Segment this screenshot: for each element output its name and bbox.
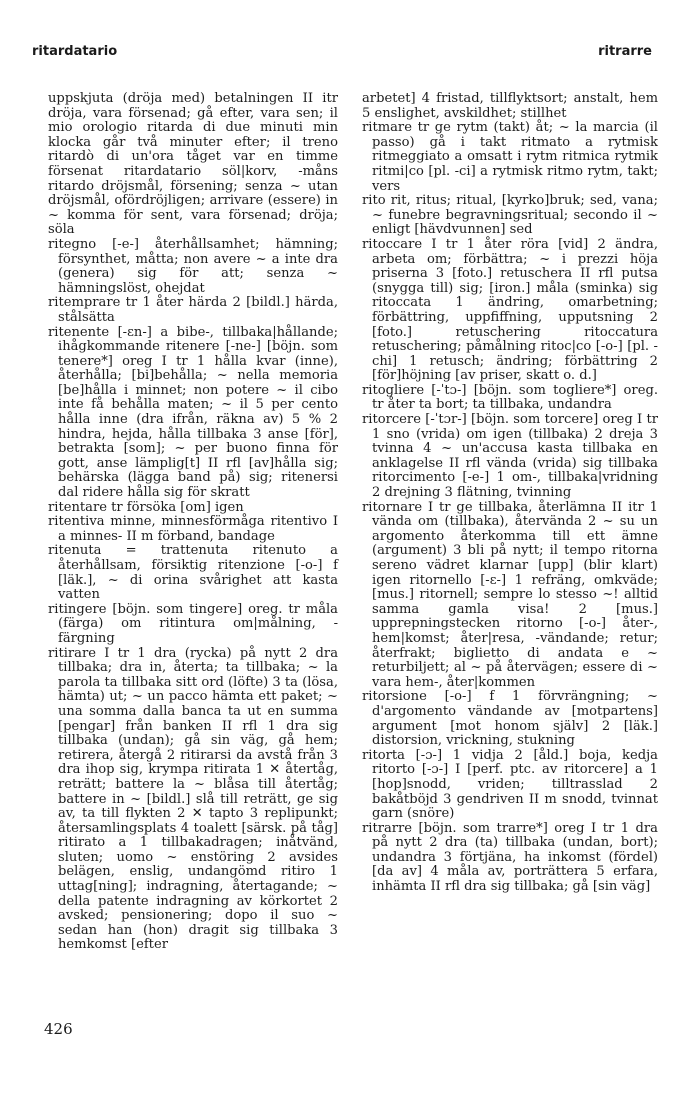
dictionary-entry: ritentiva minne, minnesförmåga ritentivo I a minnes- II m förband, bandage: [48, 514, 338, 544]
dictionary-entry: ritoccare I tr 1 åter röra [vid] 2 ändra, arbeta om; förbättra; ~ i prezzi höja priserna 3 [foto.] retuschera II rfl putsa (snygga till) sig; [iron.] måla (sminka) sig ritoccata 1 ändring, omarbetning; förbättring, uppfiffning, upputsning 2 [foto.] retuschering ritoccatura retuschering; påmålning ritoc|co [-o-] [pl. -chi] 1 retusch; ändring; förbättring 2 [för]höjning [av priser, skatt o. d.]: [362, 236, 658, 384]
dictionary-entry: arbetet] 4 fristad, tillflyktsort; anstalt, hem 5 enslighet, avskildhet; stillhet: [362, 91, 658, 121]
dictionary-entry: ritenente [-ɛn-] a bibe-, tillbaka|hållande; ihågkommande ritenere [-ne-] [böjn. som tenere*] oreg I tr 1 hålla kvar (inne), återhålla; [bi]behålla; ~ nella memoria [be]hålla i minnet; non potere ~ il cibo inte få behålla maten; ~ il 5 per cento hålla inne (dra ifrån, räkna av) 5 % 2 hindra, hejda, hålla tillbaka 3 anse [för], betrakta [som]; ~ per buono finna för gott, anse lämplig[t] II rfl [av]hålla sig; behärska (lägga band på) sig; ritenersi dal ridere hålla sig för skratt: [48, 324, 338, 501]
right-column: [362, 92, 658, 895]
guide-word-right: ritrarre: [598, 44, 652, 59]
dictionary-entry: ritogliere [-ˈtɔ-] [böjn. som togliere*] oreg. tr åter ta bort; ta tillbaka, undandra: [362, 382, 658, 413]
dictionary-entry: rito rit, ritus; ritual, [kyrko]bruk; sed, vana; ~ funebre begravningsritual; secondo il ~ enligt [hävdvunnen] sed: [362, 193, 658, 238]
dictionary-entry: ritrarre [böjn. som trarre*] oreg I tr 1 dra på nytt 2 dra (ta) tillbaka (undan, bort); undandra 3 förtjäna, ha inkomst (fördel) [da av] 4 måla av, porträttera 5 erfara, inhämta II rfl dra sig tillbaka; gå [sin väg]: [362, 820, 658, 895]
dictionary-entry: ritornare I tr ge tillbaka, återlämna II itr 1 vända om (tillbaka), återvända 2 ~ su un argomento återkomma till ett ämne (argument) 3 bli på nytt; il tempo ritorna sereno vädret klarnar [upp] (blir klart) igen ritornello [-ɛ-] 1 refräng, omkväde; [mus.] ritornell; sempre lo stesso ~! alltid samma gamla visa! 2 [mus.] upprepningstecken ritorno [-o-] åter-, hem|komst; åter|resa, -vändande; retur; återfrakt; biglietto di andata e ~ returbiljett; al ~ på återvägen; essere di ~ vara hem-, åter|kommen: [362, 499, 658, 690]
dictionary-entry: ritemprare tr 1 åter härda 2 [bildl.] härda, stålsätta: [48, 295, 338, 325]
guide-word-left: ritardatario: [32, 44, 118, 59]
page-number: 426: [44, 1020, 73, 1038]
dictionary-entry: ritegno [-e-] återhållsamhet; hämning; försynthet, måtta; non avere ~ a inte dra (genera) sig för att; senza ~ hämningslöst, ohejdat: [48, 236, 338, 296]
dictionary-entry: ritorcere [-ˈtɔr-] [böjn. som torcere] oreg I tr 1 sno (vrida) om igen (tillbaka) 2 dreja 3 tvinna 4 ~ un'accusa kasta tillbaka en anklagelse II rfl vända (vrida) sig tillbaka ritorcimento [-e-] 1 om-, tillbaka|vridning 2 drejning 3 flätning, tvinning: [362, 412, 658, 501]
dictionary-entry: ritmare tr ge rytm (takt) åt; ~ la marcia (il passo) gå i takt ritmato a rytmisk ritmeggiato a omsatt i rytm ritmica rytmik ritmi|co [pl. -ci] a rytmisk ritmo rytm, takt; vers: [362, 120, 658, 194]
dictionary-entry: ritirare I tr 1 dra (rycka) på nytt 2 dra tillbaka; dra in, återta; ta tillbaka; ~ la parola ta tillbaka sitt ord (löfte) 3 ta (lösa, hämta) ut; ~ un pacco hämta ett paket; ~ una somma dalla banca ta ut en summa [pengar] från banken II rfl 1 dra sig tillbaka (undan); gå sin väg, gå hem; retirera, återgå 2 ritirarsi da avstå från 3 dra ihop sig, krympa ritirata 1 ✕ återtåg, reträtt; battere la ~ blåsa till återtåg; battere in ~ [bildl.] slå till reträtt, ge sig av, ta till flykten 2 ✕ tapto 3 replipunkt; återsamlingsplats 4 toalett [särsk. på tåg] ritirato a 1 tillbakadragen; inåtvänd, sluten; uomo ~ enstöring 2 avsides belägen, enslig, undangömd ritiro 1 uttag[ning]; indragning, återtagande; ~ della patente indragning av körkortet 2 avsked; pensionering; dopo il suo ~ sedan han (hon) dragit sig tillbaka 3 hemkomst [efter: [48, 645, 338, 953]
dictionary-entry: ritorsione [-o-] f 1 förvrängning; ~ d'argomento vändande av [motpartens] argument [mot honom själv] 2 [läk.] distorsion, vrickning, stukning: [362, 689, 658, 749]
dictionary-entry: ritingere [böjn. som tingere] oreg. tr måla (färga) om ritintura om|målning, -färgning: [48, 601, 338, 646]
dictionary-entry: ritenuta = trattenuta ritenuto a återhållsam, försiktig ritenzione [-o-] f [läk.], ~ di orina svårighet att kasta vatten: [48, 543, 338, 603]
dictionary-entry: uppskjuta (dröja med) betalningen II itr dröja, vara försenad; gå efter, vara sen; il mio orologio ritarda di due minuti min klocka går två minuter efter; il treno ritardò di un'ora tåget var en timme försenat ritardatario söl|korv, -måns ritardo dröjsmål, försening; senza ~ utan dröjsmål, ofördröjligen; arrivare (essere) in ~ komma för sent, vara försenad; dröja; söla: [48, 91, 338, 238]
dictionary-entry: ritorta [-ɔ-] 1 vidja 2 [åld.] boja, kedja ritorto [-ɔ-] I [perf. ptc. av ritorcere] a 1 [hop]snodd, vriden; tilltrasslad 2 bakåtböjd 3 gendriven II m snodd, tvinnat garn (snöre): [362, 747, 658, 822]
dictionary-entry: ritentare tr försöka [om] igen: [48, 499, 244, 515]
left-column: [48, 92, 338, 953]
